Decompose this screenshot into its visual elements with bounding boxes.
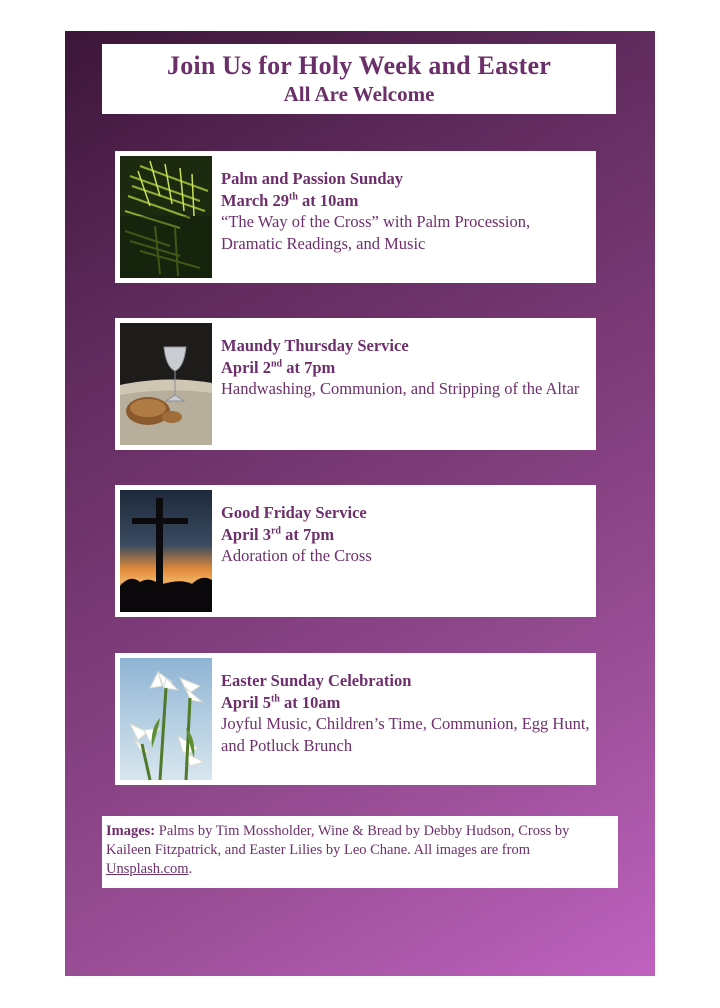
event-title: Maundy Thursday Service (221, 336, 409, 355)
event-text (221, 502, 591, 567)
page-title: Join Us for Holy Week and Easter (167, 51, 551, 80)
event-card-easter-sunday (115, 653, 596, 785)
event-text (221, 335, 591, 400)
credits-end: . (188, 861, 193, 877)
event-title: Easter Sunday Celebration (221, 671, 412, 690)
easter-lilies-photo (120, 658, 212, 780)
unsplash-link[interactable]: Unsplash.com (106, 861, 189, 877)
event-description: Joyful Music, Children’s Time, Communion, Egg Hunt, and Potluck Brunch (221, 714, 590, 755)
event-card-palm-sunday (115, 151, 596, 283)
event-date: April 3rd at 7pm (221, 524, 335, 544)
palm-leaves-photo (120, 156, 212, 278)
event-description: Handwashing, Communion, and Stripping of the Altar (221, 379, 580, 398)
image-credits (102, 816, 618, 888)
event-text (221, 168, 591, 254)
event-date: April 5th at 10am (221, 692, 341, 712)
credits-label: Images: (106, 823, 156, 839)
event-title: Palm and Passion Sunday (221, 169, 404, 188)
event-card-good-friday (115, 485, 596, 617)
event-date: March 29th at 10am (221, 190, 359, 210)
event-title: Good Friday Service (221, 503, 367, 522)
wine-and-bread-photo (120, 323, 212, 445)
flyer-header (102, 44, 616, 114)
event-description: “The Way of the Cross” with Palm Procession, Dramatic Readings, and Music (221, 212, 531, 253)
cross-at-sunset-photo (120, 490, 212, 612)
event-card-maundy-thursday (115, 318, 596, 450)
event-date: April 2nd at 7pm (221, 357, 336, 377)
event-text (221, 670, 591, 756)
credits-text: Palms by Tim Mossholder, Wine & Bread by Debby Hudson, Cross by Kaileen Fitzpatrick, and Easter Lilies by Leo Chane. All images are from (106, 823, 570, 858)
page-subtitle: All Are Welcome (283, 82, 435, 106)
event-description: Adoration of the Cross (221, 546, 372, 565)
